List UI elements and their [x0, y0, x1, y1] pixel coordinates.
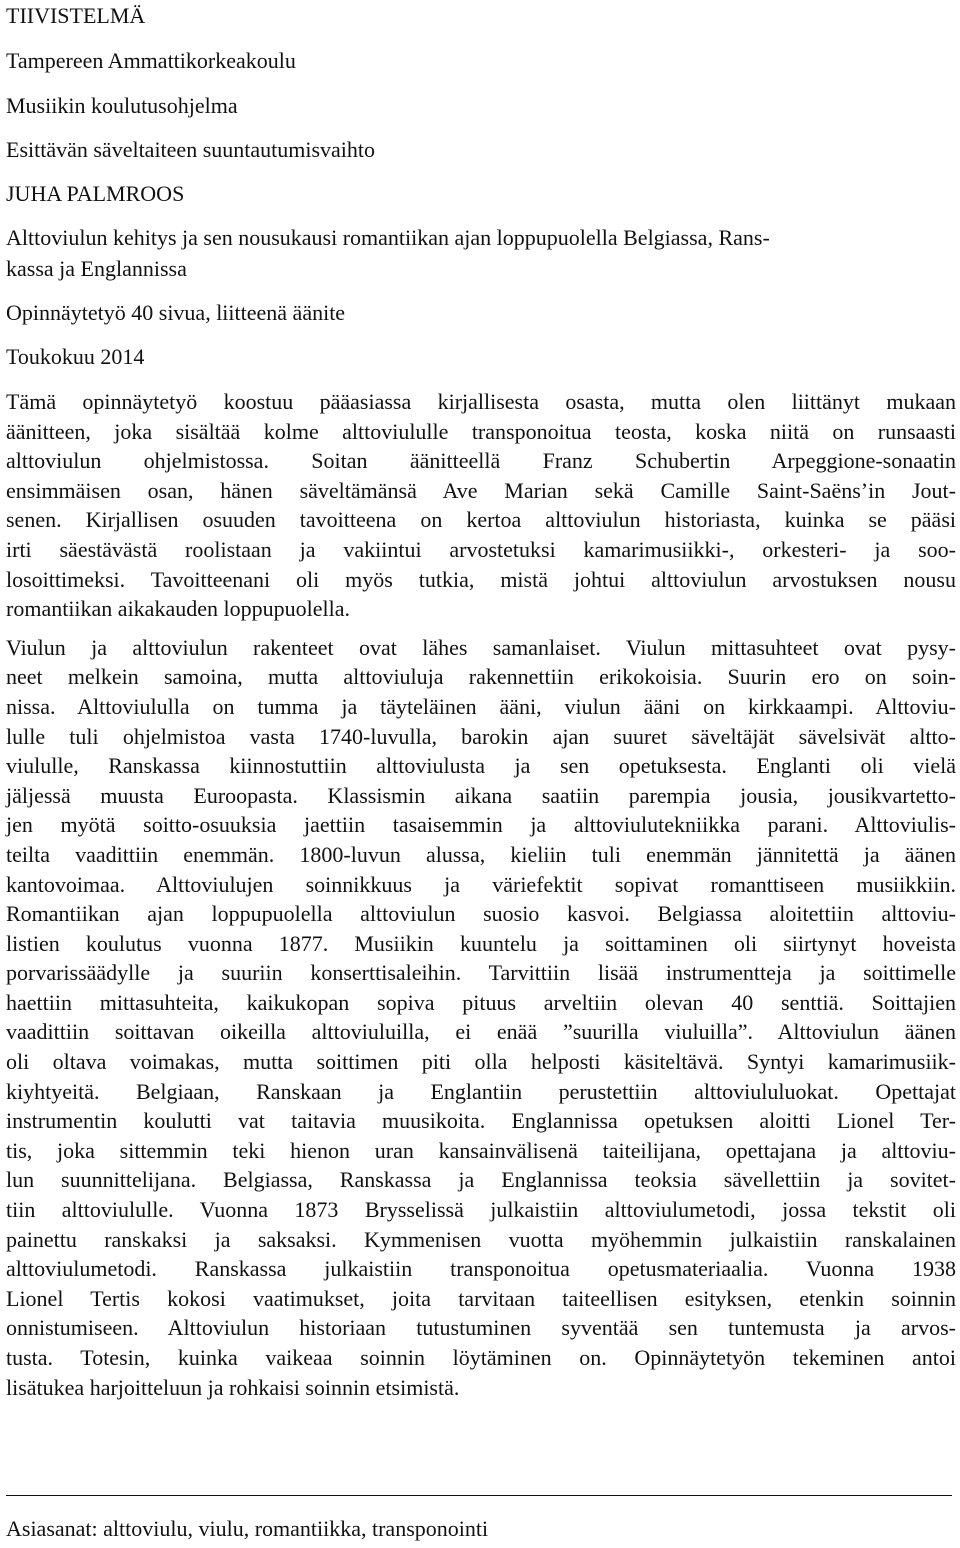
text-line: porvarissäädylle ja suuriin konserttisaleihin. Tarvittiin lisää instrumentteja ja soittimelle	[6, 960, 956, 986]
text-line: Viulun ja alttoviulun rakenteet ovat lähes samanlaiset. Viulun mittasuhteet ovat pysy-	[6, 634, 956, 660]
text-line: neet melkein samoina, mutta alttoviuluja rakennettiin erikokoisia. Suurin ero on soin-	[6, 664, 956, 690]
abstract-paragraph-2	[6, 633, 956, 1402]
school-name: Tampereen Ammattikorkeakoulu	[6, 48, 296, 73]
text-line: lun suunnittelijana. Belgiassa, Ranskassa ja Englannissa teoksia sävellettiin ja sovitet-	[6, 1167, 956, 1193]
text-line: jäljessä muusta Euroopasta. Klassismin aikana saatiin parempia jousia, jousikvartetto-	[6, 782, 956, 808]
text-line: jen myötä soitto-osuuksia jaettiin tasaisemmin ja alttoviulutekniikka parani. Alttoviulis-	[6, 812, 956, 838]
text-line: tusta. Totesin, kuinka vaikeaa soinnin löytäminen on. Opinnäytetyön tekeminen antoi	[6, 1345, 956, 1370]
text-line: irti säestävästä roolistaan ja vakiintui arvostetuksi kamarimusiikki-, orkesteri- ja soo-	[6, 536, 956, 562]
text-line: romantiikan aikakauden loppupuolella.	[6, 596, 350, 622]
text-line: oli oltava voimakas, mutta soittimen piti olla helposti käsiteltävä. Syntyi kamarimusiik-	[6, 1049, 956, 1075]
specialization: Esittävän säveltaiteen suuntautumisvaihto	[6, 137, 376, 162]
page-title: TIIVISTELMÄ	[6, 3, 146, 28]
text-line: Tämä opinnäytetyö koostuu pääasiassa kirjallisesta osasta, mutta olen liittänyt mukaan	[6, 389, 956, 414]
text-line: alttoviulun ohjelmistossa. Soitan äänitteellä Franz Schubertin Arpeggione-sonaatin	[6, 448, 956, 474]
text-line: listien koulutus vuonna 1877. Musiikin kuuntelu ja soittaminen oli siirtynyt hoveista	[6, 930, 956, 956]
text-line: lisätukea harjoitteluun ja rohkaisi soinnin etsimistä.	[6, 1374, 460, 1400]
text-line: haettiin mittasuhteita, kaikukopan sopiva pituus arveltiin olevan 40 senttiä. Soittajien	[6, 989, 956, 1015]
text-line: kiyhtyeitä. Belgiaan, Ranskaan ja Englantiin perustettiin alttoviululuokat. Opettajat	[6, 1078, 956, 1104]
text-line: teilta vaadittiin enemmän. 1800-luvun alussa, kieliin tuli enemmän jännitettä ja äänen	[6, 841, 956, 867]
text-line: Lionel Tertis kokosi vaatimukset, joita tarvitaan taiteellisen esityksen, etenkin soinnin	[6, 1285, 956, 1311]
text-line: onnistumiseen. Alttoviulun historiaan tutustuminen syventää sen tuntemusta ja arvos-	[6, 1315, 956, 1341]
text-line: ensimmäisen osan, hänen säveltämänsä Ave Marian sekä Camille Saint-Saëns’in Jout-	[6, 477, 956, 503]
thesis-title-line: Alttoviulun kehitys ja sen nousukausi romantiikan ajan loppupuolella Belgiassa, Rans-	[6, 225, 770, 250]
text-line: painettu ranskaksi ja saksaksi. Kymmenisen vuotta myöhemmin julkaistiin ranskalainen	[6, 1226, 956, 1252]
separator-rule	[6, 1495, 952, 1496]
text-line: losoittimeksi. Tavoitteenani oli myös tutkia, mistä johtui alttoviulun arvostuksen nousu	[6, 566, 956, 592]
thesis-info: Opinnäytetyö 40 sivua, liitteenä äänite	[6, 300, 346, 325]
program-name: Musiikin koulutusohjelma	[6, 93, 238, 118]
thesis-date: Toukokuu 2014	[6, 344, 145, 369]
author-name: JUHA PALMROOS	[6, 181, 185, 206]
text-line: Romantiikan ajan loppupuolella alttoviulun suosio kasvoi. Belgiassa aloitettiin alttoviu-	[6, 901, 956, 927]
text-line: viululle, Ranskassa kiinnostuttiin alttoviulusta ja sen opetuksesta. Englanti oli vielä	[6, 753, 956, 779]
text-line: senen. Kirjallisen osuuden tavoitteena on kertoa alttoviulun historiasta, kuinka se pääsi	[6, 507, 956, 533]
text-line: tis, joka sittemmin teki hienon uran kansainvälisenä taiteilijana, opettajana ja alttoviu-	[6, 1137, 956, 1163]
text-line: vaadittiin soittavan oikeilla alttoviuluilla, ei enää ”suurilla viuluilla”. Alttoviulun äänen	[6, 1019, 956, 1045]
text-line: alttoviulumetodi. Ranskassa julkaistiin transponoitua opetusmateriaalia. Vuonna 1938	[6, 1256, 956, 1282]
keywords-line: Asiasanat: alttoviulu, viulu, romantiikka, transponointi	[6, 1516, 489, 1541]
abstract-page	[6, 0, 956, 1402]
abstract-paragraph-1	[6, 387, 956, 624]
text-line: nissa. Alttoviululla on tumma ja täyteläinen ääni, viulun ääni on kirkkaampi. Alttoviu-	[6, 693, 956, 719]
text-line: lulle tuli ohjelmistoa vasta 1740-luvulla, barokin ajan suuret säveltäjät sävelsivät altto-	[6, 723, 956, 749]
text-line: kantovoimaa. Alttoviulujen soinnikkuus ja väriefektit sopivat romanttiseen musiikkiin.	[6, 871, 956, 897]
text-line: instrumentin koulutti vat taitavia muusikoita. Englannissa opetuksen aloitti Lionel Ter-	[6, 1108, 956, 1134]
text-line: tiin alttoviululle. Vuonna 1873 Brysselissä julkaistiin alttoviulumetodi, jossa tekstit oli	[6, 1197, 956, 1223]
thesis-title-line: kassa ja Englannissa	[6, 256, 187, 281]
text-line: äänitteen, joka sisältää kolme alttoviululle transponoitua teosta, koska niitä on runsaasti	[6, 418, 956, 444]
